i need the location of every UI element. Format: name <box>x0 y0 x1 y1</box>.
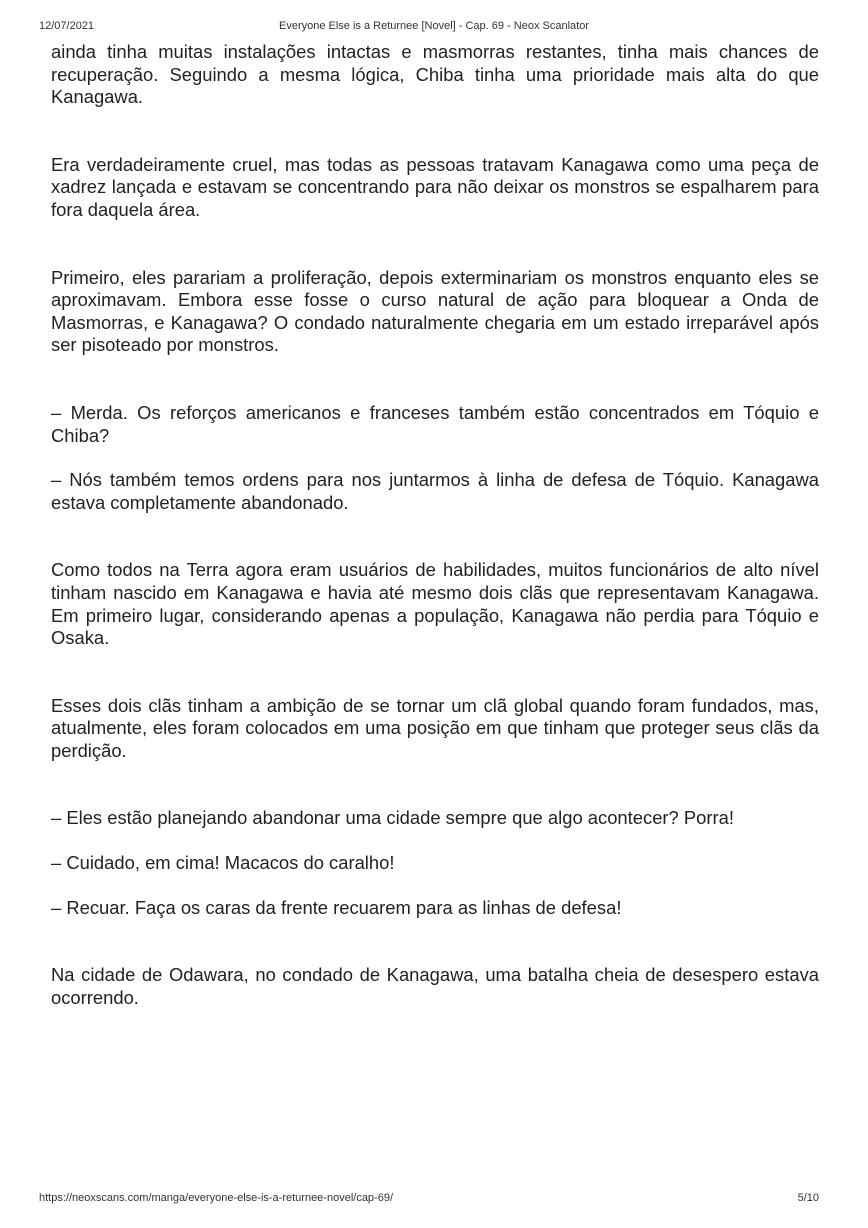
print-header <box>39 20 829 36</box>
paragraph: ainda tinha muitas instalações intactas e masmorras restantes, tinha mais chances de recuperação. Seguindo a mesma lógica, Chiba tinha uma prioridade mais alta do que Kanagawa. <box>51 41 819 108</box>
dialogue-line: – Cuidado, em cima! Macacos do caralho! <box>51 852 395 874</box>
dialogue-line: – Merda. Os reforços americanos e franceses também estão concentrados em Tóquio e Chiba? <box>51 401 819 446</box>
print-date: 12/07/2021 <box>39 20 95 32</box>
paragraph: Como todos na Terra agora eram usuários de habilidades, muitos funcionários de alto nível tinham nascido em Kanagawa e havia até mesmo dois clãs que representavam Kanagawa. Em primeiro lugar, considerando apenas a população, Kanagawa não perdia para Tóquio e Osaka. <box>51 559 819 649</box>
print-footer <box>39 1192 829 1208</box>
chapter-text <box>51 41 819 1009</box>
paragraph: Primeiro, eles parariam a proliferação, depois exterminariam os monstros enquanto eles se aproximavam. Embora esse fosse o curso natural de ação para bloquear a Onda de Masmorras, e Kanagawa? O condado naturalmente chegaria em um estado irreparável após ser pisoteado por monstros. <box>51 266 819 356</box>
paragraph: Esses dois clãs tinham a ambição de se tornar um clã global quando foram fundados, mas, atualmente, eles foram colocados em uma posição em que tinham que proteger seus clãs da perdição. <box>51 694 819 761</box>
paragraph: Era verdadeiramente cruel, mas todas as pessoas tratavam Kanagawa como uma peça de xadrez lançada e estavam se concentrando para não deixar os monstros se espalharem para fora daquela área. <box>51 153 819 220</box>
page-url: https://neoxscans.com/manga/everyone-else-is-a-returnee-novel/cap-69/ <box>39 1192 394 1204</box>
dialogue-line: – Nós também temos ordens para nos juntarmos à linha de defesa de Tóquio. Kanagawa estava completamente abandonado. <box>51 469 819 513</box>
document-title: Everyone Else is a Returnee [Novel] - Cap. 69 - Neox Scanlator <box>279 20 589 32</box>
page-number: 5/10 <box>797 1192 819 1204</box>
paragraph: Na cidade de Odawara, no condado de Kanagawa, uma batalha cheia de desespero estava ocorrendo. <box>51 964 819 1008</box>
dialogue-line: – Eles estão planejando abandonar uma cidade sempre que algo acontecer? Porra! <box>51 807 734 829</box>
dialogue-line: – Recuar. Faça os caras da frente recuarem para as linhas de defesa! <box>51 896 622 918</box>
